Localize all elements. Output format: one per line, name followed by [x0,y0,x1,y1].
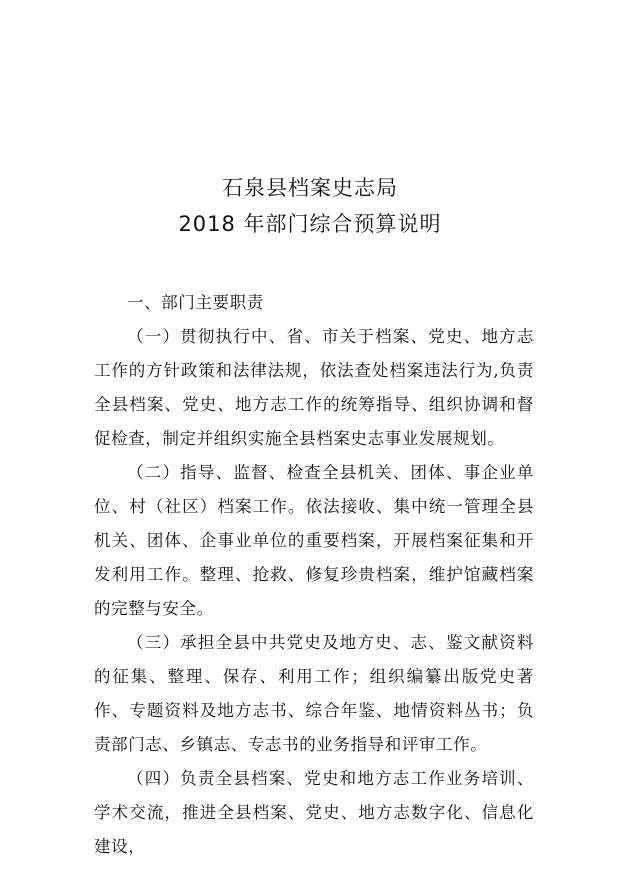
title-line-budget: 2018 年部门综合预算说明 [178,212,442,236]
document-title [0,170,620,242]
paragraph-duty-2: （二）指导、监督、检查全县机关、团体、事企业单位、村（社区）档案工作。依法接收、集中统一管理全县机关、团体、企事业单位的重要档案，开展档案征集和开发利用工作。整理、抢救、修复珍贵档案，维护馆藏档案的完整与安全。 [94,463,534,618]
paragraph-duty-4: （四）负责全县档案、党史和地方志工作业务培训、学术交流，推进全县档案、党史、地方志数字化、信息化建设， [94,769,534,856]
document-body [94,286,534,864]
paragraph-duty-3: （三）承担全县中共党史及地方史、志、鉴文献资料的征集、整理、保存、利用工作；组织编纂出版党史著作、专题资料及地方志书、综合年鉴、地情资料丛书；负责部门志、乡镇志、专志书的业务指导和评审工作。 [94,633,534,754]
section-heading: 一、部门主要职责 [127,293,264,312]
paragraph-duty-1: （一）贯彻执行中、省、市关于档案、党史、地方志工作的方针政策和法律法规，依法查处档案违法行为,负责全县档案、党史、地方志工作的统筹指导、组织协调和督促检查，制定并组织实施全县档案史志事业发展规划。 [94,327,534,448]
title-line-agency: 石泉县档案史志局 [222,176,398,200]
